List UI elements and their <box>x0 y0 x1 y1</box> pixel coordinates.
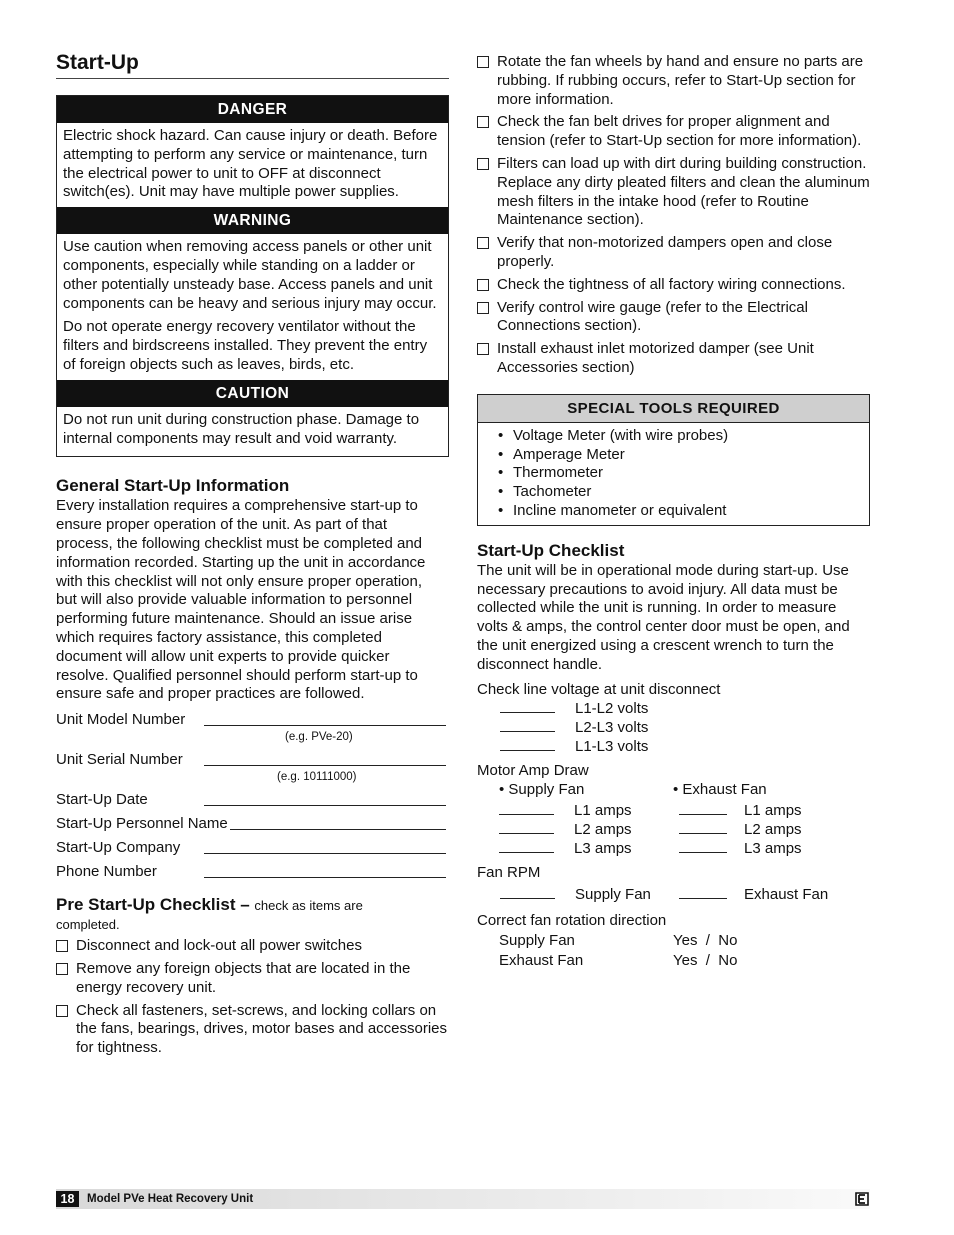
tool-item: • Amperage Meter <box>498 445 625 463</box>
checkbox[interactable] <box>56 940 68 952</box>
checkbox[interactable] <box>477 237 489 249</box>
special-tools-box <box>477 394 870 526</box>
serial-number-label: Unit Serial Number <box>56 751 183 769</box>
pre-checklist-heading-line <box>56 894 449 917</box>
caution-text: Do not run unit during construction phase. Damage to internal components may result and void warranty. <box>63 410 420 447</box>
startup-date-row <box>56 790 449 810</box>
voltage-label: Check line voltage at unit disconnect <box>477 680 721 698</box>
general-heading: General Start-Up Information <box>56 476 290 496</box>
exhaust-fan-label: • Exhaust Fan <box>673 781 767 799</box>
tool-item: • Thermometer <box>498 464 604 482</box>
footer-title: Model PVe Heat Recovery Unit <box>87 1193 254 1205</box>
amp-field[interactable] <box>499 839 554 853</box>
checklist-item[interactable]: Install exhaust inlet motorized damper (see Unit Accessories section) <box>477 340 870 378</box>
rotation-row-exhaust: Exhaust Fan Yes / No <box>499 952 870 972</box>
fan-rpm-row <box>477 885 870 904</box>
exhaust-fan-amps <box>673 781 802 858</box>
tool-item: • Incline manometer or equivalent <box>498 501 727 519</box>
voltage-rows <box>477 699 870 756</box>
warning-text-1: Use caution when removing access panels or other unit components, especially while standing on a ladder or other potentially unsteady base. Access panels and unit components can be heavy and serious injury may occur. <box>63 238 437 312</box>
danger-body <box>57 123 448 207</box>
checkbox[interactable] <box>477 302 489 314</box>
safety-box <box>56 95 449 457</box>
checkbox[interactable] <box>477 343 489 355</box>
checklist-item[interactable]: Rotate the fan wheels by hand and ensure no parts are rubbing. If rubbing occurs, refer to Start-Up section for more information. <box>477 53 870 109</box>
pre-checklist-left-items <box>56 937 449 1058</box>
pre-checklist-heading: Pre Start-Up Checklist – <box>56 895 250 915</box>
brand-logo-icon <box>854 1191 870 1207</box>
yes-no-option[interactable]: Yes / No <box>673 931 738 949</box>
startup-date-label: Start-Up Date <box>56 791 148 809</box>
amp-field[interactable] <box>679 801 727 815</box>
caution-body <box>57 407 448 457</box>
special-tools-heading: SPECIAL TOOLS REQUIRED <box>478 395 869 423</box>
rpm-supply: Supply Fan <box>500 885 679 904</box>
amp-row: L3 amps <box>499 839 673 858</box>
motor-amp-table <box>477 781 870 858</box>
voltage-field[interactable] <box>500 737 555 751</box>
page-number: 18 <box>56 1191 79 1207</box>
model-number-row <box>56 710 449 730</box>
voltage-row: L1-L3 volts <box>500 737 870 756</box>
checklist-item[interactable]: Check all fasteners, set-screws, and locking collars on the fans, bearings, drives, motor bases and accessories for tightness. <box>56 1002 449 1058</box>
personnel-field[interactable] <box>230 816 446 830</box>
motor-amp-label: Motor Amp Draw <box>477 762 589 780</box>
phone-field[interactable] <box>204 864 446 878</box>
right-column <box>477 53 870 972</box>
pre-checklist-note: check as items are <box>254 898 363 914</box>
supply-fan-label: • Supply Fan <box>499 781 585 799</box>
voltage-field[interactable] <box>500 699 555 713</box>
company-label: Start-Up Company <box>56 839 181 857</box>
amp-row: L2 amps <box>673 820 802 839</box>
checkbox[interactable] <box>477 158 489 170</box>
left-column <box>56 50 449 1058</box>
checkbox[interactable] <box>56 1005 68 1017</box>
amp-field[interactable] <box>499 820 554 834</box>
checklist-item[interactable]: Filters can load up with dirt during building construction. Replace any dirty pleated filters and clean the aluminum mesh filters in the intake hood (refer to Routine Maintenance section). <box>477 155 870 230</box>
supply-fan-amps <box>499 781 673 858</box>
company-row <box>56 838 449 858</box>
rpm-supply-field[interactable] <box>500 885 555 899</box>
voltage-row: L1-L2 volts <box>500 699 870 718</box>
checklist-item[interactable]: Verify control wire gauge (refer to the Electrical Connections section). <box>477 299 870 337</box>
personnel-label: Start-Up Personnel Name <box>56 815 228 833</box>
checklist-item[interactable]: Verify that non-motorized dampers open and close properly. <box>477 234 870 272</box>
amp-row: L1 amps <box>673 801 802 820</box>
startup-date-field[interactable] <box>204 792 446 806</box>
serial-number-row <box>56 750 449 770</box>
checklist-item[interactable]: Check the fan belt drives for proper alignment and tension (refer to Start-Up section for more information). <box>477 113 870 151</box>
amp-field[interactable] <box>679 839 727 853</box>
company-field[interactable] <box>204 840 446 854</box>
special-tools-list <box>478 423 869 525</box>
startup-checklist-heading: Start-Up Checklist <box>477 540 625 560</box>
voltage-row: L2-L3 volts <box>500 718 870 737</box>
model-number-hint: (e.g. PVe-20) <box>285 731 353 744</box>
voltage-field[interactable] <box>500 718 555 732</box>
serial-number-hint: (e.g. 10111000) <box>277 771 357 784</box>
tool-item: • Tachometer <box>498 483 592 501</box>
danger-text: Electric shock hazard. Can cause injury or death. Before attempting to perform any service or maintenance, turn the electrical power to unit to OFF at disconnect switch(es). Unit may have multiple power supplies. <box>63 127 438 201</box>
checklist-item[interactable]: Check the tightness of all factory wiring connections. <box>477 276 870 295</box>
rotation-row-supply: Supply Fan Yes / No <box>499 932 870 952</box>
checkbox[interactable] <box>477 116 489 128</box>
amp-row: L3 amps <box>673 839 802 858</box>
amp-row: L2 amps <box>499 820 673 839</box>
rotation-table <box>477 932 870 972</box>
personnel-row <box>56 814 449 834</box>
general-text: Every installation requires a comprehensive start-up to ensure proper operation of the unit. As part of that process, the following checklist must be completed and information recorded. Starting up the unit in accordance with this checklist will not only ensure proper operation, but will also provide valuable information to personnel performing future maintenance. Should an issue arise which requires factory assistance, this completed document will allow unit experts to provide quicker resolve. Qualified personnel should perform start-up to ensure safe and proper practices are followed. <box>56 497 426 703</box>
model-number-label: Unit Model Number <box>56 711 186 729</box>
warning-body <box>57 234 448 380</box>
yes-no-option[interactable]: Yes / No <box>673 951 738 969</box>
checklist-item[interactable]: Remove any foreign objects that are located in the energy recovery unit. <box>56 960 449 998</box>
fan-rpm-label: Fan RPM <box>477 864 541 882</box>
warning-label: WARNING <box>57 207 448 234</box>
rpm-exhaust: Exhaust Fan <box>679 885 828 904</box>
caution-label: CAUTION <box>57 380 448 407</box>
rotation-label: Correct fan rotation direction <box>477 911 667 929</box>
startup-checklist-intro: The unit will be in operational mode during start-up. Use necessary precautions to avoid injury. All data must be collected while the unit is running. In order to measure volts & amps, the control center door must be open, and the unit energized using a crescent wrench to turn the disconnect handle. <box>477 561 850 673</box>
checkbox[interactable] <box>477 56 489 68</box>
serial-number-field[interactable] <box>204 752 446 766</box>
warning-text-2: Do not operate energy recovery ventilator without the filters and birdscreens installed. They prevent the entry of foreign objects such as leaves, birds, etc. <box>63 318 428 373</box>
page-footer <box>56 1189 870 1209</box>
phone-row <box>56 862 449 882</box>
amp-field[interactable] <box>499 801 554 815</box>
startup-form <box>56 710 449 882</box>
amp-field[interactable] <box>679 820 727 834</box>
amp-row: L1 amps <box>499 801 673 820</box>
danger-label: DANGER <box>57 96 448 123</box>
checkbox[interactable] <box>477 279 489 291</box>
phone-label: Phone Number <box>56 863 157 881</box>
checkbox[interactable] <box>56 963 68 975</box>
pre-checklist <box>56 894 449 1058</box>
pre-checklist-note-cont: completed. <box>56 917 120 933</box>
pre-checklist-right-items <box>477 53 870 378</box>
rpm-exhaust-field[interactable] <box>679 885 727 899</box>
model-number-field[interactable] <box>204 712 446 726</box>
checklist-item[interactable]: Disconnect and lock-out all power switches <box>56 937 449 956</box>
tool-item: • Voltage Meter (with wire probes) <box>498 426 729 444</box>
page-title: Start-Up <box>56 50 449 79</box>
